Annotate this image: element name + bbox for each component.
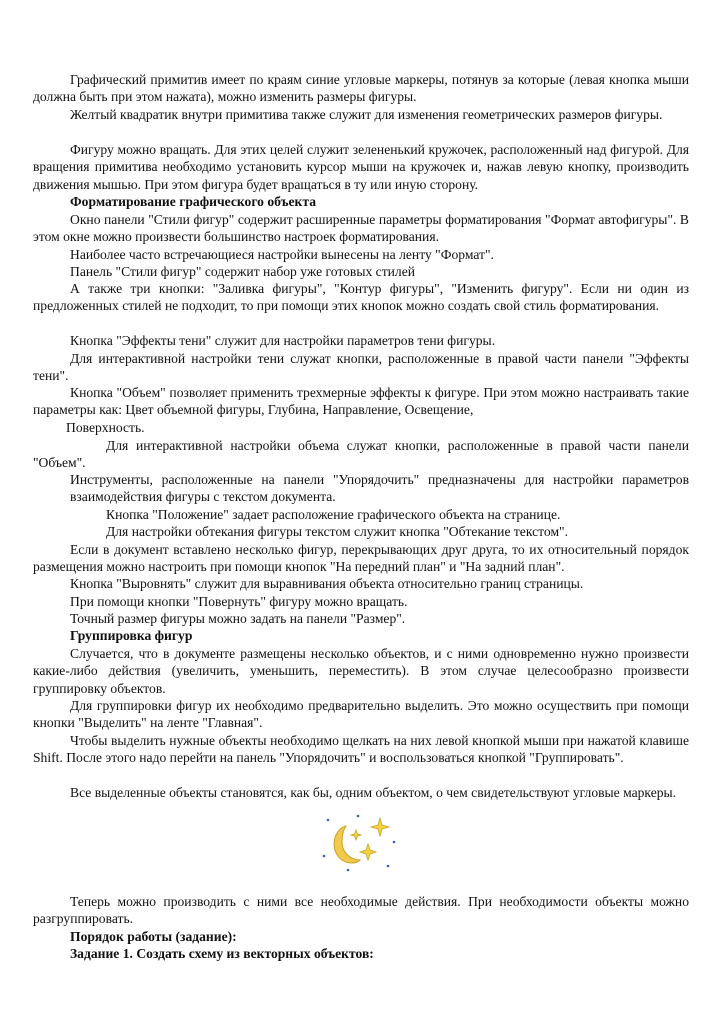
paragraph-6: Панель "Стили фигур" содержит набор уже готовых стилей [70, 264, 416, 279]
paragraph-16: Кнопка "Выровнять" служит для выравнивания объекта относительно границ страницы. [70, 576, 584, 591]
dot [393, 841, 396, 844]
section-heading-grouping: Группировка фигур [70, 628, 193, 643]
dot [323, 855, 326, 858]
paragraph-9: Для интерактивной настройки тени служат кнопки, расположенные в правой части панели "Эффекты тени". [33, 351, 689, 384]
paragraph-14: Для настройки обтекания фигуры текстом служит кнопка "Обтекание текстом". [106, 524, 568, 539]
dot [347, 869, 350, 872]
paragraph-5: Наиболее часто встречающиеся настройки вынесены на ленту "Формат". [70, 247, 494, 262]
paragraph-19: Случается, что в документе размещены несколько объектов, и с ними одновременно нужно произвести какие-либо действия (увеличить, уменьшить, переместить). В этом случае целесообразно произвести группировку объектов. [33, 646, 689, 696]
section-heading-formatting: Форматирование графического объекта [70, 194, 317, 209]
paragraph-10-continued: Поверхность. [66, 420, 145, 435]
paragraph-23: Теперь можно производить с ними все необходимые действия. При необходимости объекты можно разгруппировать. [33, 894, 689, 927]
dot [387, 865, 390, 868]
paragraph-21: Чтобы выделить нужные объекты необходимо щелкать на них левой кнопкой мыши при нажатой клавише Shift. После этого надо перейти на панель "Упорядочить" и воспользоваться кнопкой "Группировать". [33, 733, 689, 766]
paragraph-8: Кнопка "Эффекты тени" служит для настройки параметров тени фигуры. [70, 333, 496, 348]
paragraph-3: Фигуру можно вращать. Для этих целей служит зелененький кружочек, расположенный над фигурой. Для вращения примитива необходимо установить курсор мыши на кружочек и, нажав левую кнопку, производить движения мышью. При этом фигура будет вращаться в ту или иную сторону. [33, 142, 689, 192]
paragraph-10: Кнопка "Объем" позволяет применить трехмерные эффекты к фигуре. При этом можно настраивать такие параметры как: Цвет объемной фигуры, Глубина, Направление, Освещение, [33, 385, 689, 418]
paragraph-2: Желтый квадратик внутри примитива также служит для изменения геометрических размеров фигуры. [70, 107, 663, 122]
task-order-heading: Порядок работы (задание): [70, 929, 237, 944]
paragraph-4: Окно панели "Стили фигур" содержит расширенные параметры форматирования "Формат автофигуры". В этом окне можно произвести большинство настроек форматирования. [33, 212, 689, 245]
paragraph-12: Инструменты, расположенные на панели "Упорядочить" предназначены для настройки параметров взаимодействия фигуры с текстом документа. [70, 472, 689, 505]
dot [357, 815, 360, 818]
paragraph-20: Для группировки фигур их необходимо предварительно выделить. Это можно осуществить при помощи кнопки "Выделить" на ленте "Главная". [33, 698, 689, 731]
paragraph-15: Если в документ вставлено несколько фигур, перекрывающих друг друга, то их относительный порядок размещения можно настроить при помощи кнопок "На передний план" и "На задний план". [33, 542, 689, 575]
paragraph-17: При помощи кнопки "Повернуть" фигуру можно вращать. [70, 594, 408, 609]
paragraph-11: Для интерактивной настройки объема служат кнопки, расположенные в правой части панели "Объем". [33, 438, 689, 471]
star-medium [360, 844, 376, 860]
task-1-heading: Задание 1. Создать схему из векторных объектов: [70, 946, 374, 961]
paragraph-22: Все выделенные объекты становятся, как бы, одним объектом, о чем свидетельствуют угловые маркеры. [70, 785, 677, 800]
paragraph-7: А также три кнопки: "Заливка фигуры", "Контур фигуры", "Изменить фигуру". Если ни один из предложенных стилей не подходит, то при помощи этих кнопок можно создать свой стиль форматирования. [33, 281, 689, 314]
star-small [351, 830, 362, 840]
moon-stars-icon [318, 812, 398, 874]
star-large [371, 818, 389, 836]
dot [327, 819, 330, 822]
paragraph-18: Точный размер фигуры можно задать на панели "Размер". [70, 611, 406, 626]
paragraph-1: Графический примитив имеет по краям синие угловые маркеры, потянув за которые (левая кнопка мыши должна быть при этом нажата), можно изменить размеры фигуры. [33, 72, 689, 105]
paragraph-13: Кнопка "Положение" задает расположение графического объекта на странице. [106, 507, 561, 522]
